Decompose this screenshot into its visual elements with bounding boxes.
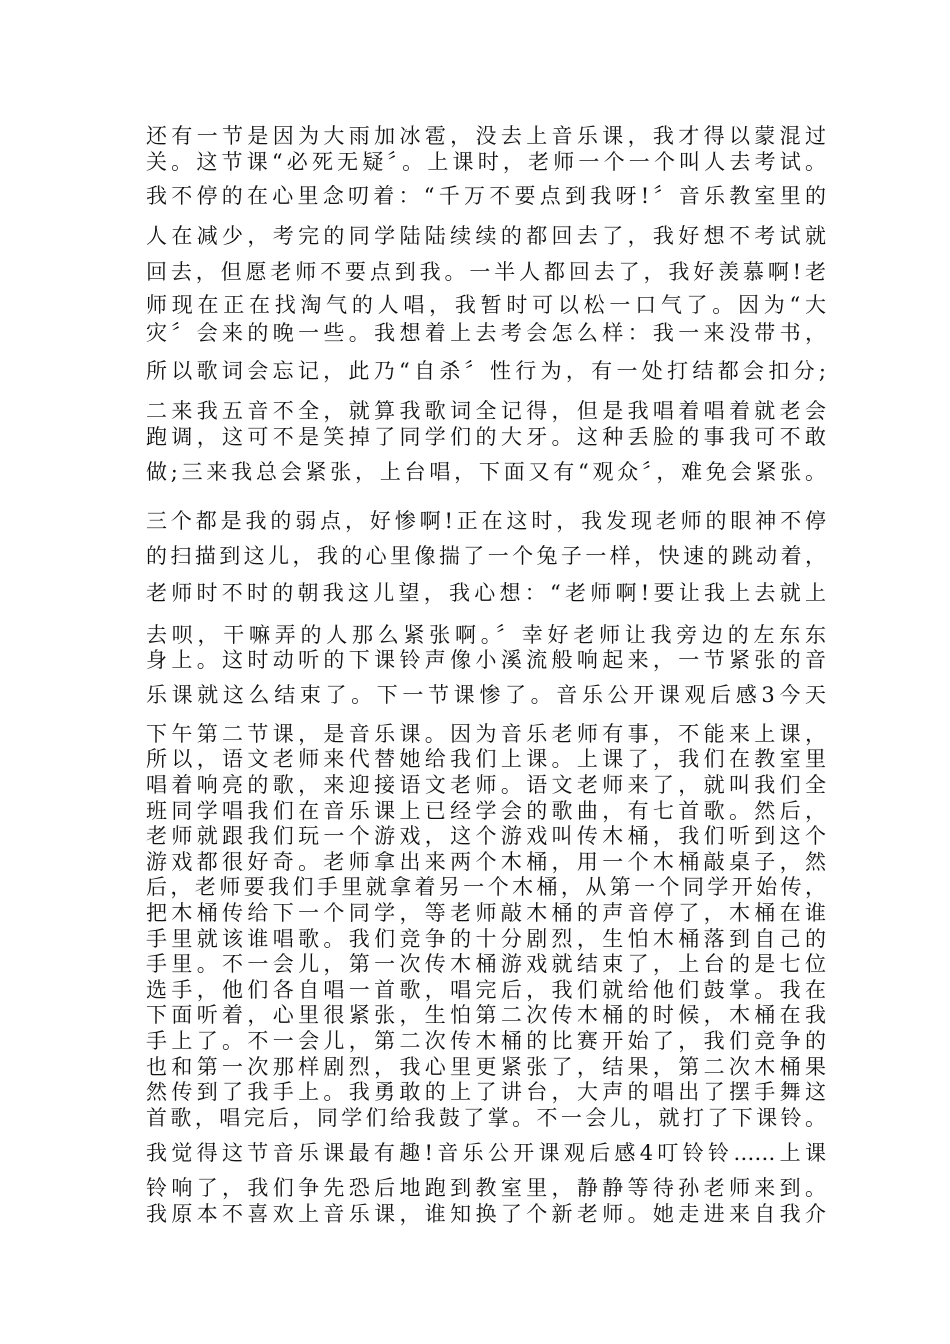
text-line: 人在减少，考完的同学陆陆续续的都回去了，我好想不考试就: [146, 224, 826, 248]
text-line: 老师就跟我们玩一个游戏，这个游戏叫传木桶，我们听到这个: [146, 824, 826, 848]
text-line: 铃响了，我们争先恐后地跑到教室里，静静等待孙老师来到。: [146, 1176, 826, 1200]
text-line: 然传到了我手上。我勇敢的上了讲台，大声的唱出了摆手舞这: [146, 1080, 826, 1104]
text-line: 手里就该谁唱歌。我们竞争的十分剧烈，生怕木桶落到自己的: [146, 927, 826, 951]
text-line: 游戏都很好奇。老师拿出来两个木桶，用一个木桶敲桌子，然: [146, 850, 826, 874]
text-line: 我原本不喜欢上音乐课，谁知换了个新老师。她走进来自我介: [146, 1202, 826, 1226]
text-line: 后，老师要我们手里就拿着另一个木桶，从第一个同学开始传，: [146, 875, 826, 899]
text-line: 首歌，唱完后，同学们给我鼓了掌。不一会儿，就打了下课铃。: [146, 1106, 826, 1130]
text-line: 选手，他们各自唱一首歌，唱完后，我们就给他们鼓掌。我在: [146, 978, 826, 1002]
text-line: 回去，但愿老师不要点到我。一半人都回去了，我好羡慕啊!老: [146, 260, 826, 284]
text-line: 手上了。不一会儿，第二次传木桶的比赛开始了，我们竞争的: [146, 1029, 826, 1053]
text-line: 手里。不一会儿，第一次传木桶游戏就结束了，上台的是七位: [146, 952, 826, 976]
text-line: 做;三来我总会紧张，上台唱，下面又有“观众〞，难免会紧张。: [146, 460, 826, 484]
text-line: 下午第二节课，是音乐课。因为音乐老师有事，不能来上课，: [146, 722, 826, 746]
text-line: 下面听着，心里很紧张，生怕第二次传木桶的时候，木桶在我: [146, 1003, 826, 1027]
text-line: 把木桶传给下一个同学，等老师敲木桶的声音停了，木桶在谁: [146, 901, 826, 925]
text-line: 班同学唱我们在音乐课上已经学会的歌曲，有七首歌。然后，: [146, 799, 826, 823]
text-line: 师现在正在找淘气的人唱，我暂时可以松一口气了。因为“大: [146, 293, 826, 317]
text-line: 二来我五音不全，就算我歌词全记得，但是我唱着唱着就老会: [146, 399, 826, 423]
text-line: 关。这节课“必死无疑〞。上课时，老师一个一个叫人去考试。: [146, 150, 826, 174]
text-line: 灾〞会来的晚一些。我想着上去考会怎么样：我一来没带书，: [146, 321, 826, 345]
text-line: 我觉得这节音乐课最有趣!音乐公开课观后感4叮铃铃……上课: [146, 1141, 826, 1165]
text-line: 所以，语文老师来代替她给我们上课。上课了，我们在教室里: [146, 747, 826, 771]
text-line: 还有一节是因为大雨加冰雹，没去上音乐课，我才得以蒙混过: [146, 124, 826, 148]
text-line: 三个都是我的弱点，好惨啊!正在这时，我发现老师的眼神不停: [146, 509, 826, 533]
text-line: 的扫描到这儿，我的心里像揣了一个兔子一样，快速的跳动着，: [146, 544, 826, 568]
text-line: 跑调，这可不是笑掉了同学们的大牙。这种丢脸的事我可不敢: [146, 425, 826, 449]
text-line: 乐课就这么结束了。下一节课惨了。音乐公开课观后感3今天: [146, 683, 826, 707]
text-line: 去呗，干嘛弄的人那么紧张啊。〞幸好老师让我旁边的左东东: [146, 623, 826, 647]
text-line: 身上。这时动听的下课铃声像小溪流般响起来，一节紧张的音: [146, 648, 826, 672]
text-line: 唱着响亮的歌，来迎接语文老师。语文老师来了，就叫我们全: [146, 773, 826, 797]
text-line: 也和第一次那样剧烈，我心里更紧张了，结果，第二次木桶果: [146, 1055, 826, 1079]
text-line: 老师时不时的朝我这儿望，我心想：“老师啊!要让我上去就上: [146, 581, 826, 605]
text-line: 我不停的在心里念叨着：“千万不要点到我呀!〞音乐教室里的: [146, 184, 826, 208]
text-line: 所以歌词会忘记，此乃“自杀〞性行为，有一处打结都会扣分;: [146, 359, 826, 383]
